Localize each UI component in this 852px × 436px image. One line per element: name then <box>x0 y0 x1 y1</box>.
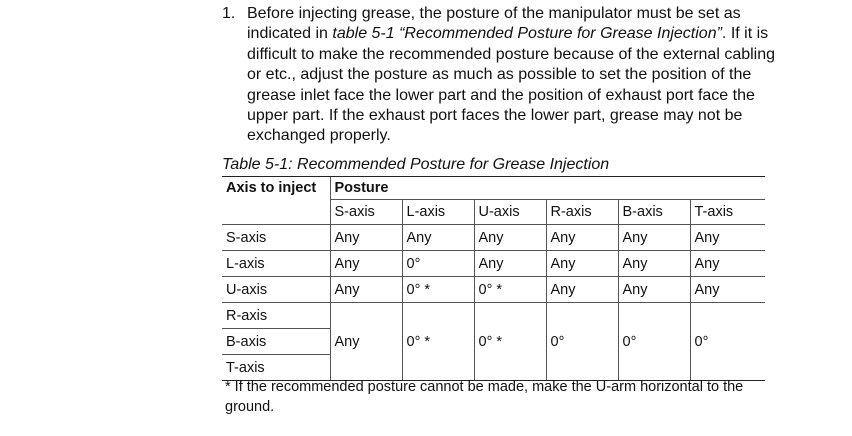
header-posture: Posture <box>330 177 765 200</box>
table-cell: Any <box>546 251 618 277</box>
table-header-row <box>222 177 765 200</box>
table-caption: Table 5-1: Recommended Posture for Grease Injection <box>222 156 610 173</box>
table-footnote: * If the recommended posture cannot be made, make the U-arm horizontal to the ground. <box>225 379 744 415</box>
subheader-t-axis: T-axis <box>690 200 765 225</box>
table-cell: Any <box>330 277 402 303</box>
table-cell: Any <box>690 277 765 303</box>
table-cell: Any <box>690 225 765 251</box>
table-cell: Any <box>618 225 690 251</box>
table-cell: Any <box>546 225 618 251</box>
merged-cell: 0° <box>546 303 618 381</box>
step-text <box>247 4 782 147</box>
merged-cell: Any <box>330 303 402 381</box>
table-cell: 0° * <box>402 277 474 303</box>
table-reference: table 5-1 “Recommended Posture for Grease Injection” <box>332 25 722 43</box>
header-axis-to-inject: Axis to inject <box>222 177 330 200</box>
row-axis-label: U-axis <box>222 277 330 303</box>
table-cell: 0° <box>402 251 474 277</box>
merged-cell: 0° * <box>402 303 474 381</box>
table-cell: Any <box>618 251 690 277</box>
table-cell: Any <box>546 277 618 303</box>
step-number: 1. <box>222 5 236 22</box>
step-text-part1: Before injecting grease, the posture of the manipulator must be set as indicated in <box>247 5 741 43</box>
table-cell: Any <box>330 225 402 251</box>
table-row-r-axis <box>222 303 765 329</box>
grease-posture-table <box>222 176 765 381</box>
merged-cell: 0° * <box>474 303 546 381</box>
step-text-part2: . If it is difficult to make the recommended posture because of the external cabling or etc., adjust the posture as much as possible to set the position of the grease inlet face the lower part and the position of exhaust port face the upper part. If the exhaust port faces the lower part, grease may not be exchanged properly. <box>247 25 776 145</box>
subheader-b-axis: B-axis <box>618 200 690 225</box>
row-axis-label: B-axis <box>222 329 330 355</box>
row-axis-label: R-axis <box>222 303 330 329</box>
table-row-u-axis <box>222 277 765 303</box>
table-cell: Any <box>402 225 474 251</box>
merged-cell: 0° <box>618 303 690 381</box>
subheader-u-axis: U-axis <box>474 200 546 225</box>
merged-cell: 0° <box>690 303 765 381</box>
subheader-r-axis: R-axis <box>546 200 618 225</box>
row-axis-label: L-axis <box>222 251 330 277</box>
table-cell: Any <box>618 277 690 303</box>
table-row-l-axis <box>222 251 765 277</box>
row-axis-label: S-axis <box>222 225 330 251</box>
table-cell: 0° * <box>474 277 546 303</box>
table-cell: Any <box>330 251 402 277</box>
row-axis-label: T-axis <box>222 355 330 381</box>
subheader-s-axis: S-axis <box>330 200 402 225</box>
table-row-s-axis <box>222 225 765 251</box>
table-cell: Any <box>474 251 546 277</box>
subheader-l-axis: L-axis <box>402 200 474 225</box>
table-cell: Any <box>690 251 765 277</box>
subheader-empty-cell <box>222 200 330 225</box>
table-subheader-row <box>222 200 765 225</box>
table-cell: Any <box>474 225 546 251</box>
instruction-step-1 <box>222 4 782 147</box>
